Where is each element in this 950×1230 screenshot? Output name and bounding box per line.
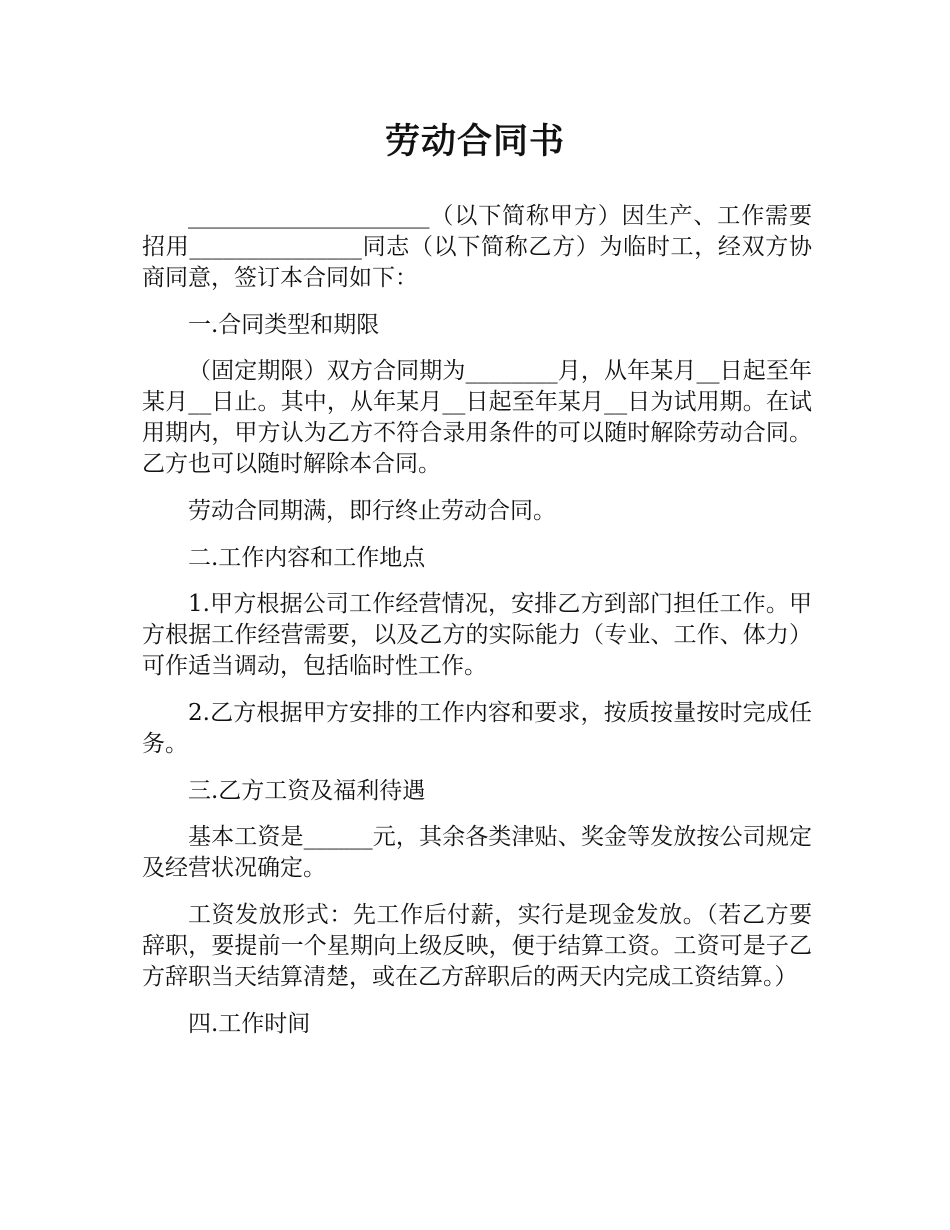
section-heading-work-content: 二.工作内容和工作地点 (188, 545, 426, 571)
document-body (142, 201, 812, 1055)
contract-term-paragraph: （固定期限）双方合同期为________月，从年某月__日起至年某月__日止。其中，从年某月__日起至年某月__日为试用期。在试用期内，甲方认为乙方不符合录用条件的可以随时解除劳动合同。乙方也可以随时解除本合同。 (142, 358, 812, 477)
intro-paragraph: _____________________（以下简称甲方）因生产、工作需要招用_______________同志（以下简称乙方）为临时工，经双方协商同意，签订本合同如下： (142, 203, 812, 291)
work-content-item-2: 2.乙方根据甲方安排的工作内容和要求，按质按量按时完成任务。 (142, 700, 812, 757)
basic-salary-paragraph: 基本工资是______元，其余各类津贴、奖金等发放按公司规定及经营状况确定。 (142, 824, 812, 881)
contract-expiry-paragraph: 劳动合同期满，即行终止劳动合同。 (188, 498, 556, 524)
section-heading-work-hours: 四.工作时间 (188, 1011, 311, 1037)
section-heading-salary: 三.乙方工资及福利待遇 (188, 778, 426, 804)
section-heading-contract-type: 一.合同类型和期限 (188, 312, 380, 338)
document-title: 劳动合同书 (384, 122, 565, 162)
work-content-item-1: 1.甲方根据公司工作经营情况，安排乙方到部门担任工作。甲方根据工作经营需要，以及乙方的实际能力（专业、工作、体力）可作适当调动，包括临时性工作。 (142, 591, 812, 679)
salary-payment-paragraph: 工资发放形式：先工作后付薪，实行是现金发放。（若乙方要辞职，要提前一个星期向上级反映，便于结算工资。工资可是子乙方辞职当天结算清楚，或在乙方辞职后的两天内完成工资结算。） (142, 902, 812, 990)
